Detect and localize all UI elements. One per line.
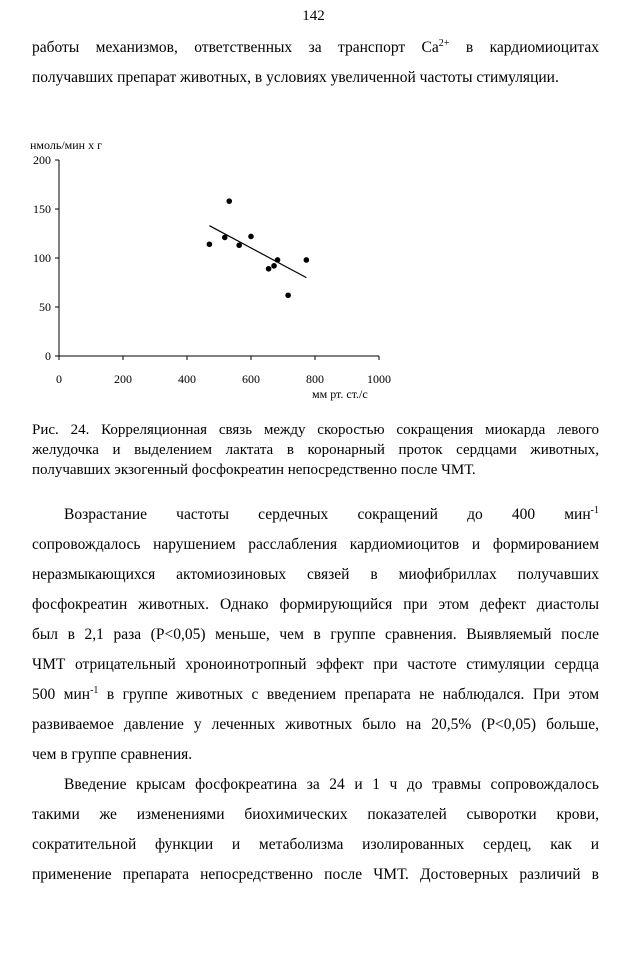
intro-line-1-a: работы механизмов, ответственных за транспорт Ca — [32, 39, 439, 56]
para2-line-3: сократительной функции и метаболизма изолированных сердец, как и — [32, 836, 599, 853]
para1-line-7-sup: -1 — [90, 685, 99, 696]
chart-axes — [59, 160, 379, 356]
caption-line-1: Рис. 24. Корреляционная связь между скоростью сокращения миокарда левого — [32, 422, 599, 438]
trend-line — [209, 226, 306, 278]
para1-line-1 — [64, 505, 599, 525]
x-tick-label-2: 400 — [178, 372, 196, 386]
data-point-4 — [248, 234, 254, 240]
para1-line-4: фосфокреатин животных. Однако формирующийся при этом дефект диастолы — [32, 596, 599, 613]
data-point-0 — [207, 241, 213, 247]
page-number: 142 — [302, 8, 325, 24]
chart-marks — [207, 198, 310, 298]
para1-line-2: сопровождалось нарушением расслабления кардиомиоцитов и формированием — [32, 536, 599, 553]
data-point-8 — [285, 292, 291, 298]
x-tick-label-5: 1000 — [367, 372, 391, 386]
para2-line-4: применение препарата непосредственно после ЧМТ. Достоверных различий в — [32, 866, 599, 883]
y-tick-label-2: 100 — [33, 251, 51, 265]
y-tick-label-1: 50 — [39, 300, 51, 314]
caption-line-2: желудочка и выделением лактата в коронарный проток сердцами животных, — [32, 442, 599, 458]
x-axis-label: мм рт. ст./с — [312, 387, 368, 401]
para1-line-3: неразмыкающихся актомиозиновых связей в миофибриллах получавших — [32, 566, 599, 583]
scatter-chart — [0, 0, 627, 420]
para1-line-1-sup: -1 — [590, 505, 599, 516]
y-tick-label-4: 200 — [33, 153, 51, 167]
para1-line-7 — [32, 685, 599, 705]
x-tick-label-3: 600 — [242, 372, 260, 386]
chart-ticks — [33, 153, 391, 386]
y-tick-label-0: 0 — [45, 349, 51, 363]
para1-line-1-a: Возрастание частоты сердечных сокращений до 400 мин — [64, 506, 591, 523]
x-tick-label-1: 200 — [114, 372, 132, 386]
para1-line-5: был в 2,1 раза (P<0,05) меньше, чем в группе сравнения. Выявляемый после — [32, 626, 599, 643]
y-axis-label: нмоль/мин х г — [30, 138, 103, 152]
data-point-2 — [226, 198, 232, 204]
para1-line-7-b: в группе животных с введением препарата не наблюдался. При этом — [98, 686, 599, 703]
y-tick-label-3: 150 — [33, 202, 51, 216]
x-tick-label-0: 0 — [56, 372, 62, 386]
para1-line-7-a: 500 мин — [32, 686, 91, 703]
intro-line-1-sup: 2+ — [438, 38, 450, 49]
para1-line-8: развиваемое давление у леченных животных было на 20,5% (P<0,05) больше, — [32, 716, 599, 733]
data-point-6 — [271, 263, 277, 269]
para2-line-2: такими же изменениями биохимических показателей сыворотки крови, — [32, 806, 599, 823]
para2-line-1: Введение крысам фосфокреатина за 24 и 1 ч до травмы сопровождалось — [64, 776, 599, 793]
data-point-5 — [266, 266, 272, 272]
intro-line-2: получавших препарат животных, в условиях увеличенной частоты стимуляции. — [32, 69, 559, 86]
intro-line-1-b: в кардиомиоцитах — [449, 39, 599, 56]
caption-line-3: получавших экзогенный фосфокреатин непосредственно после ЧМТ. — [32, 462, 476, 478]
x-tick-label-4: 800 — [306, 372, 324, 386]
para1-line-9: чем в группе сравнения. — [32, 746, 193, 763]
para1-line-6: ЧМТ отрицательный хроноинотропный эффект при частоте стимуляции сердца — [32, 656, 599, 673]
data-point-9 — [304, 257, 310, 263]
